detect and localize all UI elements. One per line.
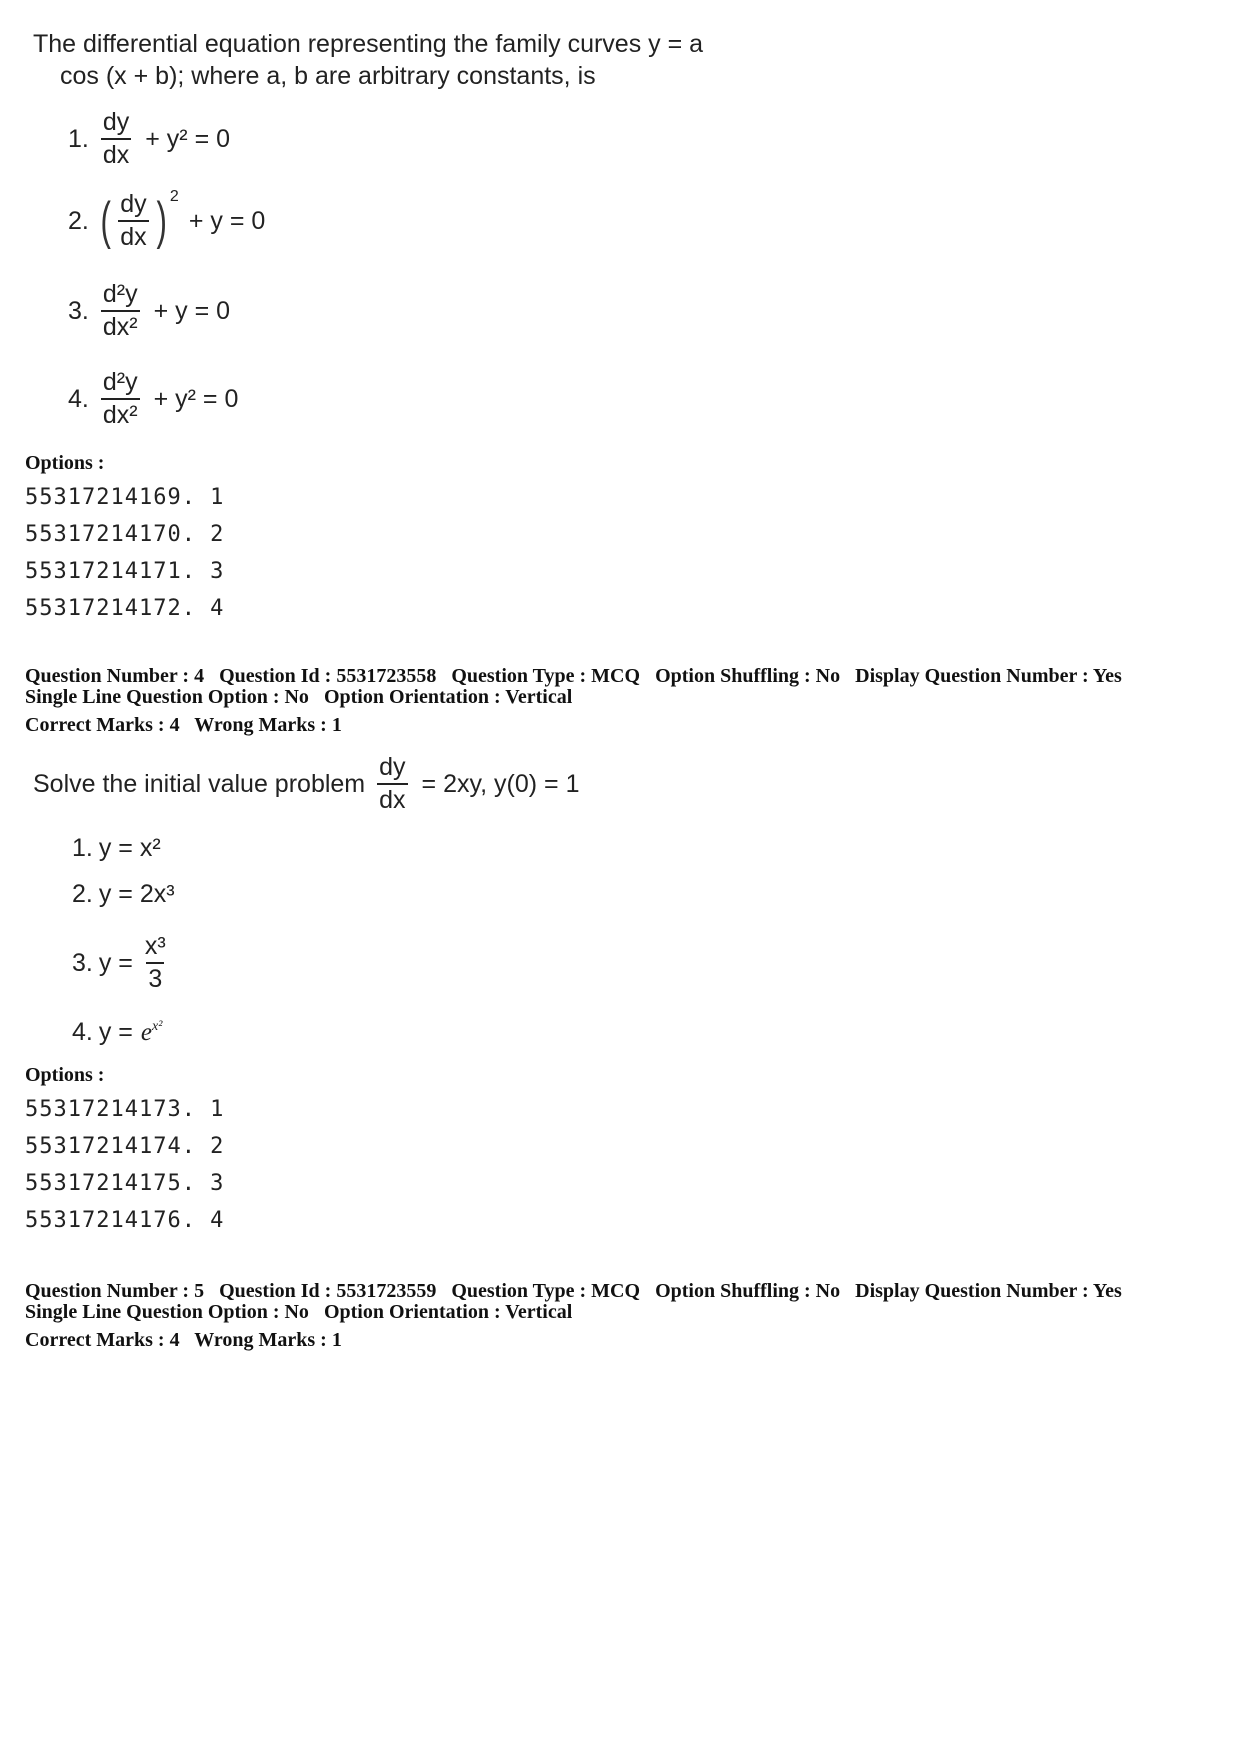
left-paren: (	[100, 192, 111, 250]
q5-marks	[25, 1329, 352, 1352]
choice-number: 4.	[72, 1018, 93, 1046]
right-paren: )	[156, 192, 167, 250]
q3-text-line1: The differential equation representing the family curves y = a	[33, 30, 704, 58]
correct-marks: Correct Marks : 4	[25, 714, 180, 736]
q4-meta-line1	[25, 665, 1132, 688]
q3-options-label: Options :	[25, 452, 105, 474]
choice-number: 3.	[72, 948, 93, 977]
q4-marks	[25, 714, 352, 737]
q3-choice-3	[68, 282, 230, 340]
q4-options-label: Options :	[25, 1064, 105, 1086]
exp-base: e	[140, 1018, 153, 1046]
choice-text: y = x²	[98, 834, 161, 862]
display-question-number: Display Question Number : Yes	[855, 1280, 1122, 1302]
q5-meta-line2	[25, 1301, 582, 1324]
fraction-numerator: dy	[120, 190, 147, 218]
fraction-denominator: dx²	[101, 310, 140, 340]
option-orientation: Option Orientation : Vertical	[323, 1301, 573, 1323]
exponent: 2	[169, 188, 179, 205]
fraction-numerator: x³	[144, 932, 166, 960]
question-id: Question Id : 5531723559	[219, 1280, 437, 1302]
choice-tail: + y² = 0	[145, 124, 231, 153]
choice-lhs: y =	[98, 1018, 133, 1046]
fraction	[143, 934, 168, 992]
fraction-numerator: d²y	[102, 280, 138, 308]
choice-number: 4.	[68, 384, 89, 413]
q3-option-id-4: 55317214172. 4	[25, 596, 225, 621]
q4-meta-line2	[25, 686, 582, 709]
q4-choice-2	[72, 880, 175, 909]
q4-option-id-1: 55317214173. 1	[25, 1097, 225, 1122]
q4-option-id-2: 55317214174. 2	[25, 1134, 225, 1159]
fraction-denominator: dx²	[101, 398, 140, 428]
correct-marks: Correct Marks : 4	[25, 1329, 180, 1351]
choice-number: 1.	[68, 124, 89, 153]
q3-text-line2: cos (x + b); where a, b are arbitrary constants, is	[60, 62, 596, 90]
q3-choice-4	[68, 370, 238, 428]
q5-meta-line1	[25, 1280, 1132, 1303]
q4-choice-4	[72, 1018, 162, 1047]
option-shuffling: Option Shuffling : No	[655, 1280, 841, 1302]
fraction	[377, 755, 407, 813]
choice-tail: + y = 0	[188, 206, 266, 235]
question-type: Question Type : MCQ	[451, 665, 641, 687]
fraction	[101, 370, 140, 428]
fraction	[101, 282, 140, 340]
q4-choice-3	[72, 934, 172, 992]
q3-option-id-1: 55317214169. 1	[25, 485, 225, 510]
fraction-denominator: dx	[101, 138, 131, 168]
wrong-marks: Wrong Marks : 1	[194, 714, 342, 736]
choice-lhs: y =	[98, 948, 133, 977]
option-shuffling: Option Shuffling : No	[655, 665, 841, 687]
q4-option-id-3: 55317214175. 3	[25, 1171, 225, 1196]
exponent: x²	[152, 1018, 163, 1034]
q3-option-id-3: 55317214171. 3	[25, 559, 225, 584]
choice-tail: + y = 0	[153, 296, 231, 325]
fraction-denominator: dx	[377, 783, 407, 813]
display-question-number: Display Question Number : Yes	[855, 665, 1122, 687]
fraction-numerator: dy	[379, 753, 406, 781]
q4-option-id-4: 55317214176. 4	[25, 1208, 225, 1233]
question-number: Question Number : 4	[25, 665, 205, 687]
question-prefix: Solve the initial value problem	[33, 769, 366, 798]
choice-text: y = 2x³	[98, 880, 175, 908]
choice-number: 2.	[68, 206, 89, 235]
question-id: Question Id : 5531723558	[219, 665, 437, 687]
question-number: Question Number : 5	[25, 1280, 205, 1302]
single-line-question-option: Single Line Question Option : No	[25, 686, 309, 708]
fraction-denominator: 3	[146, 962, 164, 992]
fraction-numerator: dy	[102, 108, 130, 136]
q3-choice-1	[68, 110, 230, 168]
q4-question-text	[33, 755, 579, 813]
q3-option-id-2: 55317214170. 2	[25, 522, 225, 547]
q4-choice-1	[72, 834, 161, 863]
option-orientation: Option Orientation : Vertical	[323, 686, 573, 708]
choice-number: 3.	[68, 296, 89, 325]
question-type: Question Type : MCQ	[451, 1280, 641, 1302]
q3-choice-2	[68, 188, 266, 251]
choice-number: 2.	[72, 880, 93, 908]
choice-number: 1.	[72, 834, 93, 862]
wrong-marks: Wrong Marks : 1	[194, 1329, 342, 1351]
single-line-question-option: Single Line Question Option : No	[25, 1301, 309, 1323]
question-suffix: = 2xy, y(0) = 1	[421, 769, 580, 798]
fraction	[101, 110, 131, 168]
fraction	[118, 192, 148, 250]
fraction-denominator: dx	[118, 220, 148, 250]
fraction-numerator: d²y	[102, 368, 138, 396]
choice-tail: + y² = 0	[153, 384, 239, 413]
